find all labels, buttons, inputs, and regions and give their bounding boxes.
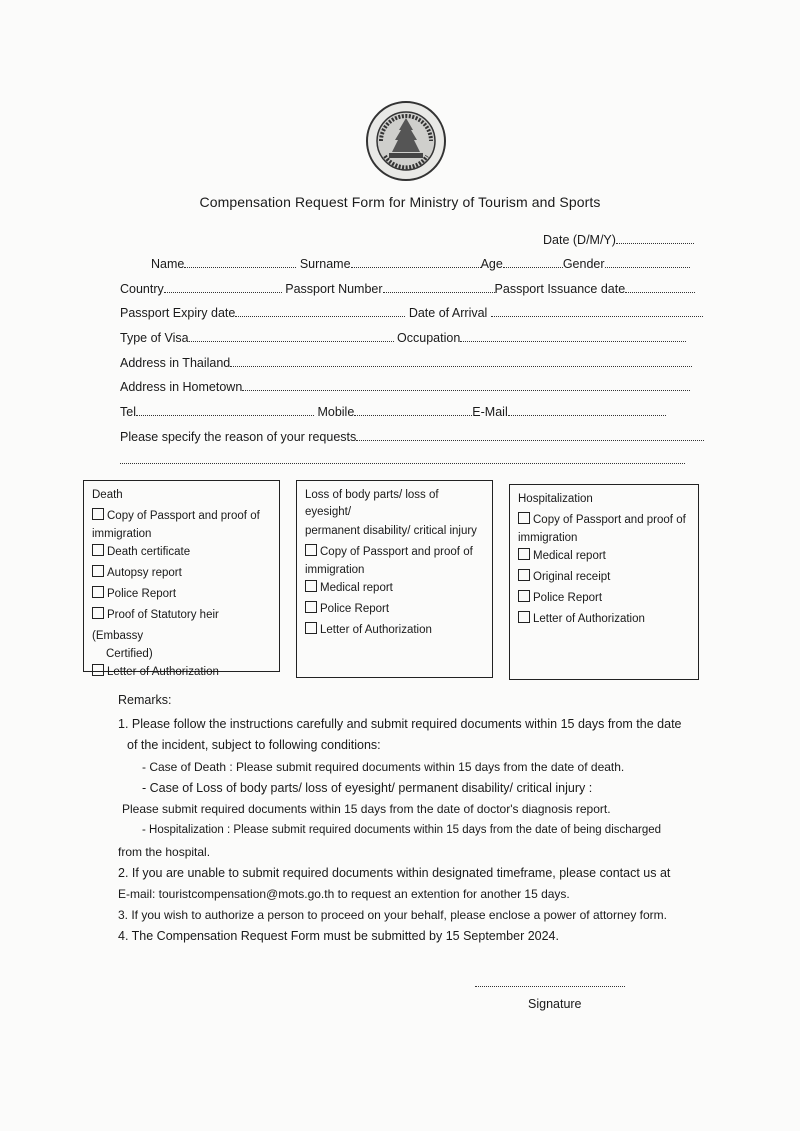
checkbox[interactable] xyxy=(92,586,104,598)
checkbox[interactable] xyxy=(305,622,317,634)
checkbox[interactable] xyxy=(518,512,530,524)
address-hometown-label: Address in Hometown xyxy=(120,380,243,394)
reason-label: Please specify the reason of your requests xyxy=(120,430,357,444)
autopsy-report-item: Autopsy report xyxy=(107,567,182,579)
injury-police-report-item: Police Report xyxy=(320,603,390,615)
checkbox[interactable] xyxy=(92,565,104,577)
remark-line: from the hospital. xyxy=(118,845,211,859)
remark-line: 1. Please follow the instructions carefully and submit required documents within 15 days from the date xyxy=(118,717,682,731)
date-of-arrival-label: Date of Arrival xyxy=(408,306,488,320)
ministry-seal xyxy=(365,100,447,182)
address-thailand-label: Address in Thailand xyxy=(120,356,231,370)
address-hometown-row xyxy=(120,379,690,394)
checkbox[interactable] xyxy=(92,664,104,676)
checkbox[interactable] xyxy=(305,544,317,556)
reason-row xyxy=(120,429,704,444)
checkbox[interactable] xyxy=(518,590,530,602)
passport-issuance-label: Passport Issuance date xyxy=(494,282,626,296)
checkbox[interactable] xyxy=(92,508,104,520)
checkbox[interactable] xyxy=(92,607,104,619)
hospitalization-documents-box xyxy=(509,484,699,680)
address-thailand-row xyxy=(120,355,692,370)
tel-label: Tel xyxy=(120,405,136,419)
remark-line: 2. If you are unable to submit required documents within designated timeframe, please contact us at xyxy=(118,866,671,880)
injury-passport-continued: immigration xyxy=(305,564,365,576)
name-row xyxy=(151,256,690,271)
remark-line: - Case of Loss of body parts/ loss of eyesight/ permanent disability/ critical injury : xyxy=(142,781,593,795)
remark-line: E-mail: touristcompensation@mots.go.th to request an extention for another 15 days. xyxy=(118,887,570,901)
reason-continuation-line xyxy=(120,452,685,467)
injury-passport-item: Copy of Passport and proof of xyxy=(320,546,473,558)
tel-row xyxy=(120,404,666,419)
remark-line: 3. If you wish to authorize a person to proceed on your behalf, please enclose a power of attorney form. xyxy=(118,908,667,922)
passport-expiry-row xyxy=(120,305,703,320)
checkbox[interactable] xyxy=(518,569,530,581)
checkbox[interactable] xyxy=(92,544,104,556)
form-title: Compensation Request Form for Ministry of Tourism and Sports xyxy=(199,194,601,210)
remark-line: Please submit required documents within 15 days from the date of doctor's diagnosis report. xyxy=(122,802,611,816)
statutory-heir-item: Proof of Statutory heir (Embassy xyxy=(92,609,219,642)
country-row xyxy=(120,281,695,296)
hospital-passport-item: Copy of Passport and proof of xyxy=(533,514,686,526)
email-label: E-Mail xyxy=(472,405,508,419)
death-heading: Death xyxy=(92,489,123,501)
injury-documents-box xyxy=(296,480,493,678)
death-passport-item: Copy of Passport and proof of xyxy=(107,510,260,522)
death-documents-box xyxy=(83,480,280,678)
mobile-label: Mobile xyxy=(317,405,355,419)
date-field xyxy=(543,232,694,247)
age-label: Age xyxy=(480,257,503,271)
remark-line: 4. The Compensation Request Form must be submitted by 15 September 2024. xyxy=(118,929,559,943)
visa-row xyxy=(120,330,686,345)
injury-heading-line-1: Loss of body parts/ loss of eyesight/ xyxy=(305,489,439,518)
statutory-heir-continued: Certified) xyxy=(106,648,153,660)
injury-authorization-item: Letter of Authorization xyxy=(320,624,432,636)
passport-expiry-label: Passport Expiry date xyxy=(120,306,236,320)
remark-line: - Hospitalization : Please submit required documents within 15 days from the date of being discharged xyxy=(142,824,662,836)
gender-label: Gender xyxy=(562,257,605,271)
country-label: Country xyxy=(120,282,164,296)
death-certificate-item: Death certificate xyxy=(107,546,191,558)
remarks-heading: Remarks: xyxy=(118,693,172,707)
type-of-visa-label: Type of Visa xyxy=(120,331,189,345)
death-authorization-item: Letter of Authorization xyxy=(107,666,219,678)
hospitalization-heading: Hospitalization xyxy=(518,493,593,505)
passport-number-label: Passport Number xyxy=(285,282,383,296)
surname-label: Surname xyxy=(299,257,351,271)
checkbox[interactable] xyxy=(305,580,317,592)
death-police-report-item: Police Report xyxy=(107,588,177,600)
remark-line: of the incident, subject to following conditions: xyxy=(127,738,381,752)
name-label: Name xyxy=(151,257,185,271)
date-label: Date (D/M/Y) xyxy=(543,233,616,247)
checkbox[interactable] xyxy=(305,601,317,613)
checkbox[interactable] xyxy=(518,548,530,560)
checkbox[interactable] xyxy=(518,611,530,623)
signature-label: Signature xyxy=(528,997,582,1011)
hospital-authorization-item: Letter of Authorization xyxy=(533,613,645,625)
hospital-passport-continued: immigration xyxy=(518,532,578,544)
occupation-label: Occupation xyxy=(397,331,461,345)
remark-line: - Case of Death : Please submit required documents within 15 days from the date of death. xyxy=(142,760,625,774)
hospital-medical-report-item: Medical report xyxy=(533,550,606,562)
death-passport-continued: immigration xyxy=(92,528,152,540)
hospital-police-report-item: Police Report xyxy=(533,592,603,604)
injury-medical-report-item: Medical report xyxy=(320,582,393,594)
original-receipt-item: Original receipt xyxy=(533,571,611,583)
injury-heading-line-2: permanent disability/ critical injury xyxy=(305,525,477,537)
signature-line xyxy=(475,975,625,990)
